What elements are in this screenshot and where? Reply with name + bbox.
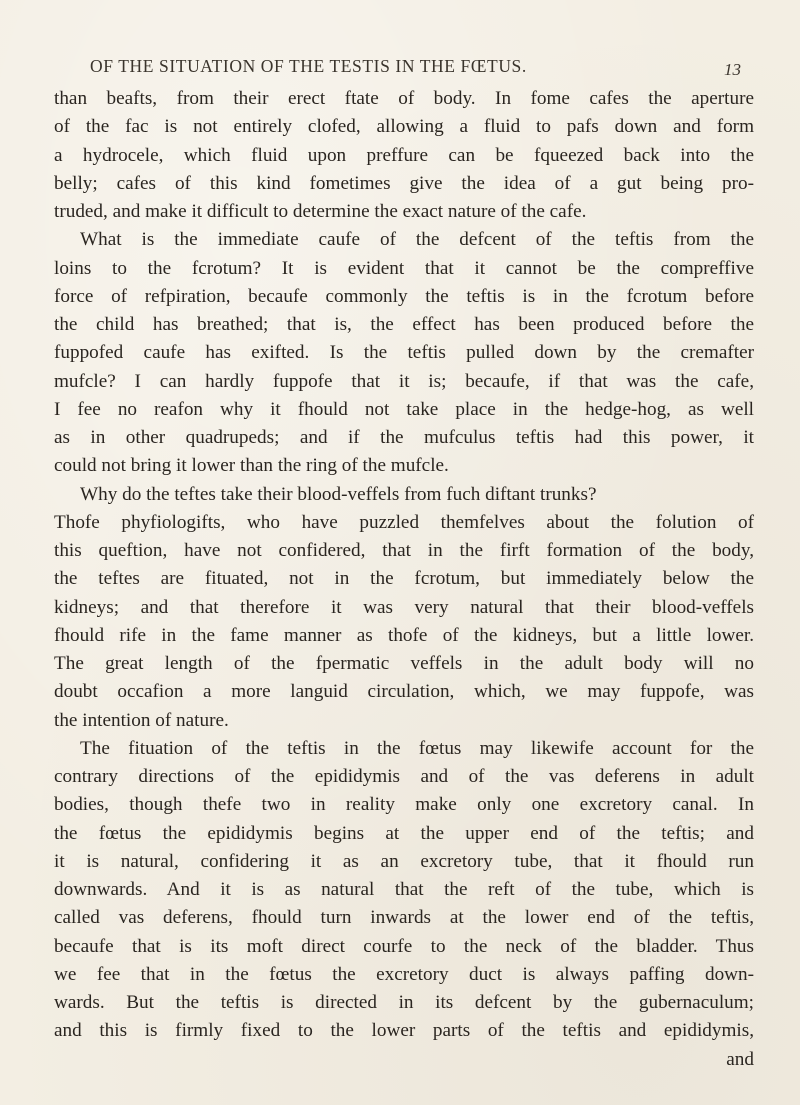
paragraph-start-line: The fituation of the teftis in the fœtus may likewife account for the <box>80 737 754 759</box>
running-head-title: OF THE SITUATION OF THE TESTIS IN THE FŒTUS. <box>90 56 527 76</box>
text-line: force of refpiration, becaufe commonly the teftis is in the fcrotum before <box>54 285 754 307</box>
text-line: downwards. And it is as natural that the reft of the tube, which is <box>54 879 754 900</box>
text-line: Thofe phyfiologifts, who have puzzled themfelves about the folution of <box>54 511 754 533</box>
paragraph-start-line: Why do the teftes take their blood-veffels from fuch diftant trunks? <box>80 483 597 505</box>
catchword: and <box>726 1048 754 1070</box>
text-line: The great length of the fpermatic veffels in the adult body will no <box>54 653 754 674</box>
text-line: fuppofed caufe has exifted. Is the teftis pulled down by the cremafter <box>54 342 754 364</box>
text-line: belly; cafes of this kind fometimes give the idea of a gut being pro- <box>54 172 754 194</box>
text-line: of the fac is not entirely clofed, allowing a fluid to pafs down and form <box>54 116 754 138</box>
text-line: this queftion, have not confidered, that in the firft formation of the body, <box>54 540 754 561</box>
text-line: and this is firmly fixed to the lower parts of the teftis and epididymis, <box>54 1020 754 1042</box>
text-line: becaufe that is its moft direct courfe to the neck of the bladder. Thus <box>54 935 754 957</box>
text-line: I fee no reafon why it fhould not take place in the hedge-hog, as well <box>54 398 754 420</box>
text-line: the fœtus the epididymis begins at the upper end of the teftis; and <box>54 822 754 844</box>
text-line: kidneys; and that therefore it was very natural that their blood-veffels <box>54 596 754 618</box>
text-line: mufcle? I can hardly fuppofe that it is; becaufe, if that was the cafe, <box>54 370 754 392</box>
text-line: doubt occafion a more languid circulation, which, we may fuppofe, was <box>54 681 754 703</box>
text-line: wards. But the teftis is directed in its defcent by the gubernaculum; <box>54 992 754 1013</box>
text-line: bodies, though thefe two in reality make only one excretory canal. In <box>54 794 754 816</box>
text-line: the teftes are fituated, not in the fcrotum, but immediately below the <box>54 568 754 590</box>
text-line: the intention of nature. <box>54 709 229 731</box>
body-text <box>54 85 754 1074</box>
text-line: a hydrocele, which fluid upon preffure can be fqueezed back into the <box>54 144 754 166</box>
text-line: could not bring it lower than the ring of the mufcle. <box>54 455 449 477</box>
page-number: 13 <box>724 60 741 79</box>
text-line: loins to the fcrotum? It is evident that it cannot be the compreffive <box>54 257 754 279</box>
text-line: truded, and make it difficult to determine the exact nature of the cafe. <box>54 201 587 222</box>
text-line: fhould rife in the fame manner as thofe of the kidneys, but a little lower. <box>54 624 754 646</box>
text-line: as in other quadrupeds; and if the mufculus teftis had this power, it <box>54 427 754 448</box>
text-line: it is natural, confidering it as an excretory tube, that it fhould run <box>54 850 754 872</box>
text-line: than beafts, from their erect ftate of body. In fome cafes the aperture <box>54 88 754 109</box>
text-line: contrary directions of the epididymis and of the vas deferens in adult <box>54 766 754 787</box>
text-line: the child has breathed; that is, the effect has been produced before the <box>54 314 754 335</box>
paragraph-start-line: What is the immediate caufe of the defcent of the teftis from the <box>80 229 754 251</box>
text-line: called vas deferens, fhould turn inwards at the lower end of the teftis, <box>54 907 754 929</box>
text-line: we fee that in the fœtus the excretory duct is always paffing down- <box>54 963 754 985</box>
running-head <box>0 56 800 84</box>
